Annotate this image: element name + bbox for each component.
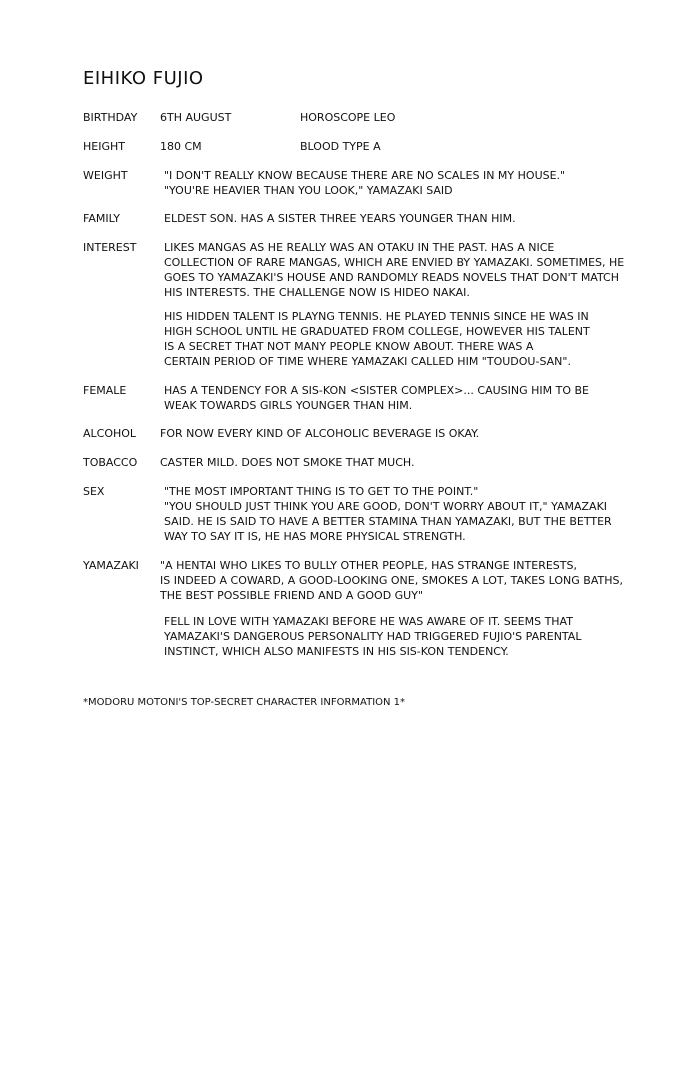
family-row bbox=[83, 211, 663, 227]
interest-text bbox=[164, 240, 664, 300]
family-text bbox=[164, 211, 664, 226]
yamazaki-line: YAMAZAKI'S DANGEROUS PERSONALITY HAD TRIGGERED FUJIO'S PARENTAL bbox=[164, 630, 582, 643]
page-title: EIHIKO FUJIO bbox=[83, 68, 204, 89]
yamazaki-text bbox=[160, 558, 660, 603]
weight-line: "YOU'RE HEAVIER THAN YOU LOOK," YAMAZAKI SAID bbox=[164, 184, 453, 197]
sex-row bbox=[83, 484, 663, 546]
yamazaki-line: FELL IN LOVE WITH YAMAZAKI BEFORE HE WAS AWARE OF IT. SEEMS THAT bbox=[164, 615, 573, 628]
alcohol-line: FOR NOW EVERY KIND OF ALCOHOLIC BEVERAGE IS OKAY. bbox=[160, 427, 480, 440]
tobacco-line: CASTER MILD. DOES NOT SMOKE THAT MUCH. bbox=[160, 456, 415, 469]
interest-line: IS A SECRET THAT NOT MANY PEOPLE KNOW ABOUT. THERE WAS A bbox=[164, 340, 534, 353]
weight-label: WEIGHT bbox=[83, 169, 128, 182]
height-label: HEIGHT bbox=[83, 140, 125, 153]
yamazaki-label: YAMAZAKI bbox=[83, 559, 139, 572]
alcohol-label: ALCOHOL bbox=[83, 427, 137, 440]
alcohol-text bbox=[160, 426, 660, 441]
birthday-row bbox=[83, 110, 643, 126]
interest-label: INTEREST bbox=[83, 241, 137, 254]
yamazaki-line: "A HENTAI WHO LIKES TO BULLY OTHER PEOPLE, HAS STRANGE INTERESTS, bbox=[160, 559, 577, 572]
height-row bbox=[83, 139, 643, 155]
footnote: *MODORU MOTONI'S TOP-SECRET CHARACTER INFORMATION 1* bbox=[83, 697, 406, 708]
yamazaki-line: INSTINCT, WHICH ALSO MANIFESTS IN HIS SIS-KON TENDENCY. bbox=[164, 645, 509, 658]
sex-line: SAID. HE IS SAID TO HAVE A BETTER STAMINA THAN YAMAZAKI, BUT THE BETTER bbox=[164, 515, 612, 528]
weight-row bbox=[83, 168, 663, 200]
yamazaki-love-text bbox=[164, 614, 664, 659]
weight-text bbox=[164, 168, 664, 198]
horoscope-value: HOROSCOPE LEO bbox=[300, 111, 396, 124]
sex-line: WAY TO SAY IT IS, HE HAS MORE PHYSICAL STRENGTH. bbox=[164, 530, 466, 543]
sex-text bbox=[164, 484, 664, 544]
female-text bbox=[164, 383, 664, 413]
interest-line: LIKES MANGAS AS HE REALLY WAS AN OTAKU IN THE PAST. HAS A NICE bbox=[164, 241, 555, 254]
tobacco-row bbox=[83, 455, 663, 471]
birthday-label: BIRTHDAY bbox=[83, 111, 138, 124]
family-line: ELDEST SON. HAS A SISTER THREE YEARS YOUNGER THAN HIM. bbox=[164, 212, 516, 225]
interest-row bbox=[83, 240, 663, 370]
interest-line: HIS HIDDEN TALENT IS PLAYNG TENNIS. HE PLAYED TENNIS SINCE HE WAS IN bbox=[164, 310, 589, 323]
sex-line: "YOU SHOULD JUST THINK YOU ARE GOOD, DON'T WORRY ABOUT IT," YAMAZAKI bbox=[164, 500, 608, 513]
interest-line: GOES TO YAMAZAKI'S HOUSE AND RANDOMLY READS NOVELS THAT DON'T MATCH bbox=[164, 271, 620, 284]
tobacco-label: TOBACCO bbox=[83, 456, 138, 469]
birthday-value: 6TH AUGUST bbox=[160, 111, 232, 124]
sex-line: "THE MOST IMPORTANT THING IS TO GET TO THE POINT." bbox=[164, 485, 479, 498]
height-value: 180 CM bbox=[160, 140, 202, 153]
yamazaki-line: THE BEST POSSIBLE FRIEND AND A GOOD GUY" bbox=[160, 589, 424, 602]
interest-talent-text bbox=[164, 309, 664, 369]
interest-line: COLLECTION OF RARE MANGAS, WHICH ARE ENVIED BY YAMAZAKI. SOMETIMES, HE bbox=[164, 256, 625, 269]
female-row bbox=[83, 383, 663, 415]
family-label: FAMILY bbox=[83, 212, 120, 225]
interest-line: HIS INTERESTS. THE CHALLENGE NOW IS HIDEO NAKAI. bbox=[164, 286, 470, 299]
weight-line: "I DON'T REALLY KNOW BECAUSE THERE ARE NO SCALES IN MY HOUSE." bbox=[164, 169, 566, 182]
interest-line: CERTAIN PERIOD OF TIME WHERE YAMAZAKI CALLED HIM "TOUDOU-SAN". bbox=[164, 355, 571, 368]
sex-label: SEX bbox=[83, 485, 105, 498]
female-line: HAS A TENDENCY FOR A SIS-KON <SISTER COMPLEX>... CAUSING HIM TO BE bbox=[164, 384, 589, 397]
tobacco-text bbox=[160, 455, 660, 470]
female-line: WEAK TOWARDS GIRLS YOUNGER THAN HIM. bbox=[164, 399, 413, 412]
blood-type-value: BLOOD TYPE A bbox=[300, 140, 381, 153]
yamazaki-row bbox=[83, 558, 673, 658]
alcohol-row bbox=[83, 426, 663, 442]
yamazaki-line: IS INDEED A COWARD, A GOOD-LOOKING ONE, SMOKES A LOT, TAKES LONG BATHS, bbox=[160, 574, 623, 587]
interest-line: HIGH SCHOOL UNTIL HE GRADUATED FROM COLLEGE, HOWEVER HIS TALENT bbox=[164, 325, 590, 338]
female-label: FEMALE bbox=[83, 384, 127, 397]
